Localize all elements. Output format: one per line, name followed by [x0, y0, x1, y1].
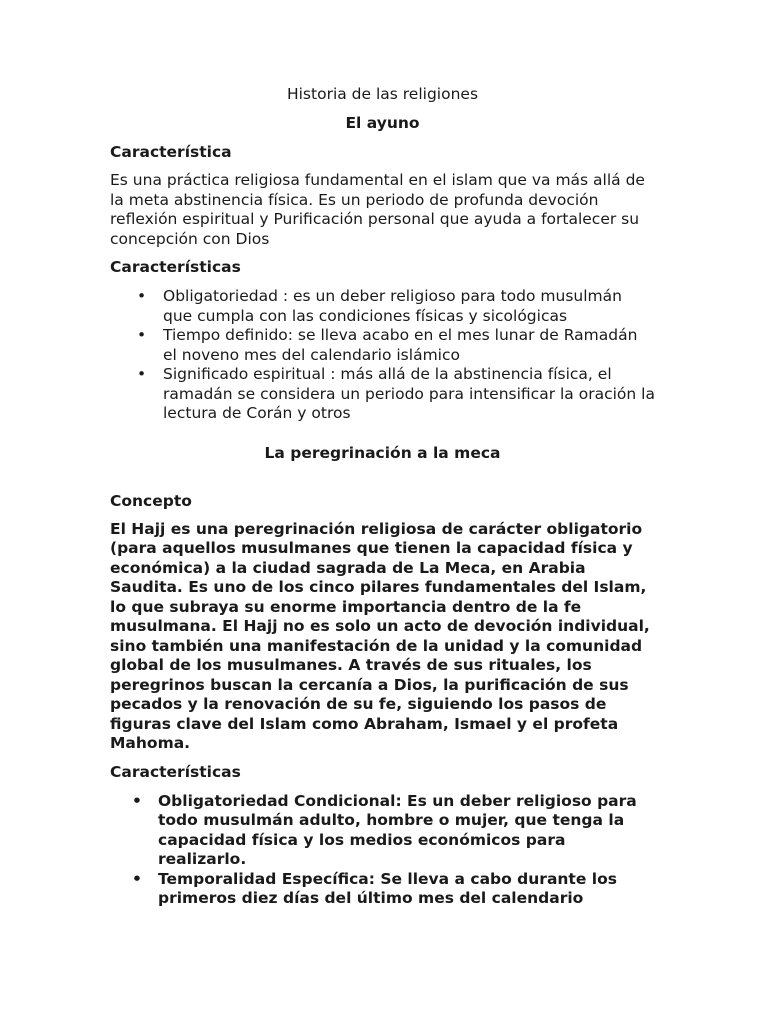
list-item: • Tiempo definido: se lleva acabo en el mes lunar de Ramadán el noveno mes del calendario islámico — [110, 326, 655, 365]
document-title: Historia de las religiones — [286, 85, 479, 103]
pilgrimage-paragraph: El Hajj es una peregrinación religiosa de carácter obligatorio (para aquellos musulmanes que tienen la capacidad física y económica) a la ciudad sagrada de La Meca, en Arabia Saudita. Es uno de los cinco pilares fundamentales del Islam, lo que subraya su enorme importancia dentro de la fe musulmana. El Hajj no es solo un acto de devoción individual, sino también una manifestación de la unidad y la comunidad global de los musulmanes. A través de sus rituales, los peregrinos buscan la cercanía a Dios, la purificación de sus pecados y la renovación de su fe, siguiendo los pasos de figuras clave del Islam como Abraham, Ismael y el profeta Mahoma. — [110, 519, 650, 752]
list-item: • Obligatoriedad : es un deber religioso para todo musulmán que cumpla con las condiciones físicas y sicológicas — [110, 287, 655, 326]
list-heading-characteristics-pilgrimage: Características — [110, 762, 241, 781]
section-heading-pilgrimage: La peregrinación a la meca — [264, 443, 501, 462]
fasting-characteristics-list — [110, 287, 655, 424]
subheading-characteristic: Característica — [110, 143, 232, 161]
list-heading-characteristics-fasting: Características — [110, 258, 241, 276]
list-item: • Significado espiritual : más allá de la abstinencia física, el ramadán se considera un periodo para intensificar la oración la lectura de Corán y otros — [110, 365, 655, 424]
fasting-paragraph: Es una práctica religiosa fundamental en el islam que va más allá de la meta abstinencia física. Es un periodo de profunda devoción reflexión espiritual y Purificación personal que ayuda a fortalecer su concepción con Dios — [110, 171, 645, 248]
pilgrimage-characteristics-list — [110, 792, 655, 909]
section-heading-fasting: El ayuno — [345, 114, 420, 132]
list-item: • Obligatoriedad Condicional: Es un deber religioso para todo musulmán adulto, hombre o mujer, que tenga la capacidad física y los medios económicos para realizarlo. — [110, 792, 655, 870]
document-page — [110, 83, 655, 909]
subheading-concept: Concepto — [110, 491, 192, 510]
list-item: • Temporalidad Específica: Se lleva a cabo durante los primeros diez días del último mes del calendario — [110, 870, 655, 909]
